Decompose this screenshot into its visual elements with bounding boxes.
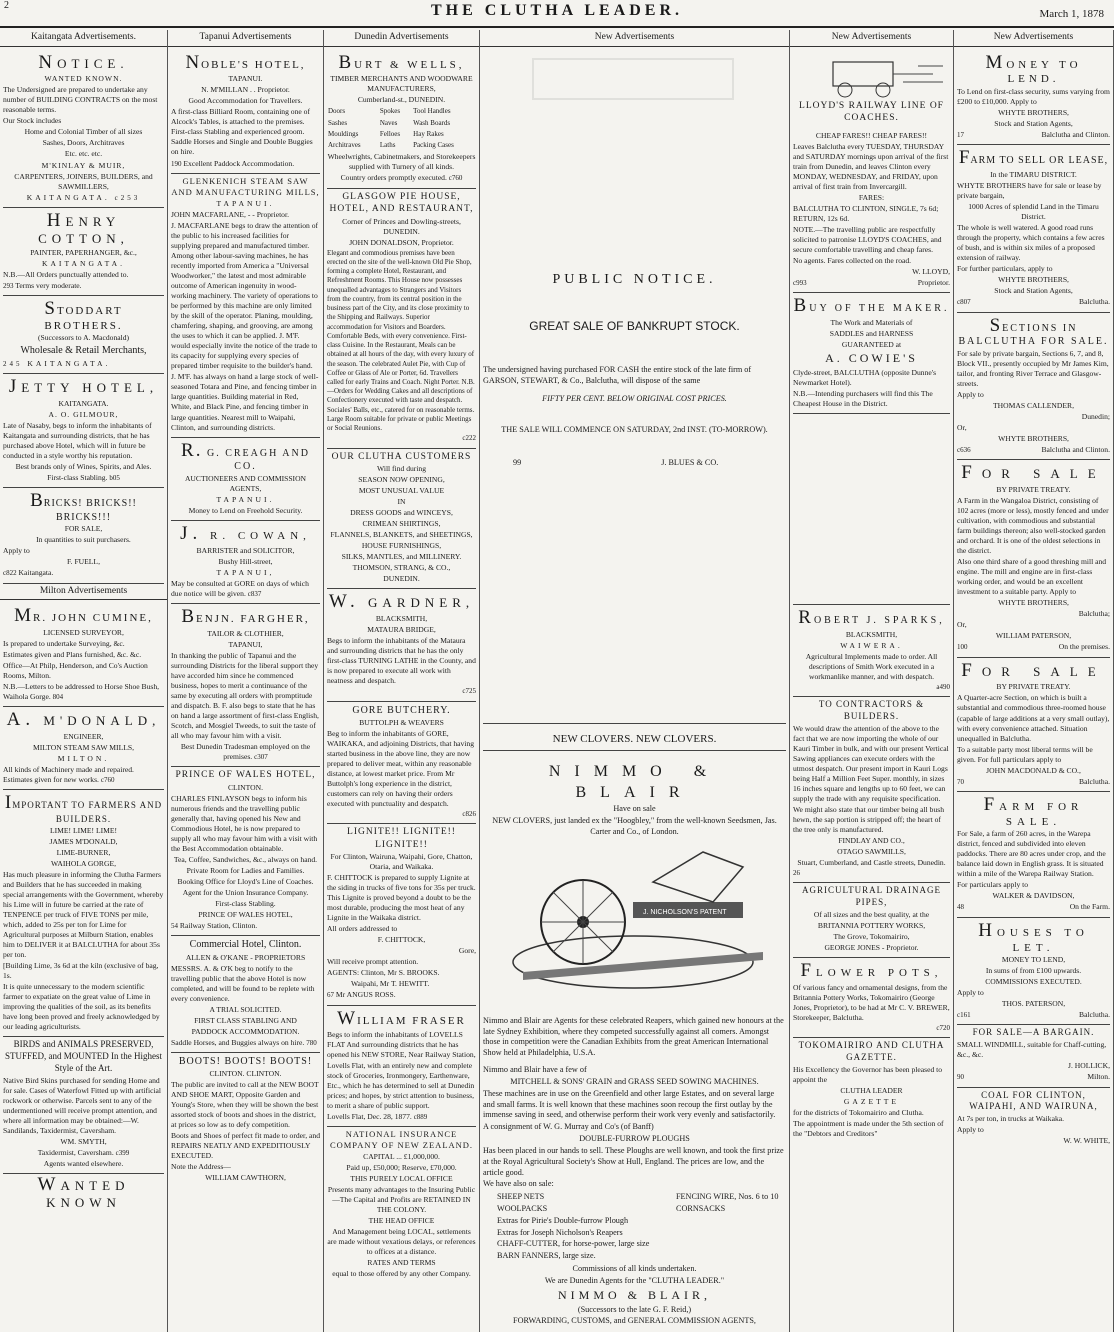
ad-clutha-customers: OUR CLUTHA CUSTOMERS Will find during SEASON NOW OPENING, MOST UNUSUAL VALUE IN DRESS GOODS and WINCEYS, CRIMEAN SHIRTINGS, FLANNELS, BLANKETS, and SHEETINGS, HOUSE FURNISHINGS, SILKS, MANTLES, and MILLINERY. THOMSON, STRANG, & CO., DUNEDIN. xyxy=(327,449,476,590)
public-notice-title: PUBLIC NOTICE. xyxy=(552,271,717,287)
page-number: 2 xyxy=(4,0,9,11)
column-new-ads-3 xyxy=(954,30,1114,1332)
ad-buy-of-the-maker: BUY OF THE MAKER. The Work and Materials of SADDLES and HARNESS GUARANTEED at A. COWIE'S Clyde-street, BALCLUTHA (opposite Dunne's Newmarket Hotel). N.B.—Intending purchasers will find this The Cheapest House in the District. xyxy=(793,293,950,414)
ad-flower-pots: FLOWER POTS, Of various fancy and ornamental designs, from the Britannia Pottery Works, Tokomairiro (George Jones, Proprietor), to be had at Mr C. V. BREWER, Storekeeper, Balclutha. c720 xyxy=(793,958,950,1038)
coach-engraving xyxy=(793,52,949,100)
ad-henry-cotton: HENRY COTTON, PAINTER, PAPERHANGER, &c., KAITANGATA. N.B.—All Orders punctually attended to. 293 Terms very moderate. xyxy=(3,208,164,296)
column-header: Kaitangata Advertisements. xyxy=(0,30,167,47)
ad-houses-to-let: HOUSES TO LET. MONEY TO LEND, In sums of from £100 upwards. COMMISSIONS EXECUTED. Apply to THOS. PATERSON, c161 Balclutha. xyxy=(957,918,1110,1026)
faded-masthead-ghost xyxy=(483,51,783,111)
ad-burt-wells: BURT & WELLS, TIMBER MERCHANTS AND WOODWARE MANUFACTURERS, Cumberland-st., DUNEDIN. Doors Spokes Tool Handles Sashes Naves Wash Boards Mouldings Felloes Hay Rakes Architraves Laths Packing Cases Wheelwrights, Cabinetmakers, and Storekeepers supplied with Turnery of all kinds. Country orders promptly executed. c760 xyxy=(327,50,476,189)
ad-for-sale-wangaloa: FOR SALE BY PRIVATE TREATY. A Farm in the Wangaloa District, consisting of 102 acres (more or less), mostly fenced and under cultivation, with commodious and substantial farm buildings thereon; also well-stocked garden and orchard. It is one of the oldest selections in the district. Also one third share of a good threshing mill and engine. The mill and engine are in first-class working order, and would be an excellent investment to a suitable party. Apply to WHYTE BROTHERS, Balclutha; Or, WILLIAM PATERSON, 100 On the premises. xyxy=(957,460,1110,657)
ad-john-cumine: MR. JOHN CUMINE, LICENSED SURVEYOR, Is prepared to undertake Surveying, &c. Estimates given and Plans furnished, &c. &c. Office—At Philp, Henderson, and Co's Auction Rooms, Milton. N.B.—Letters to be addressed to Horse Shoe Bush, Waihola Gorge. 804 xyxy=(3,603,164,707)
ad-commercial-hotel: Commercial Hotel, Clinton. ALLEN & O'KANE - PROPRIETORS MESSRS. A. & O'K beg to notify to the travelling public that the above Hotel is now completed, and will be found to be replete with every convenience. A TRIAL SOLICITED. FIRST CLASS STABLING AND PADDOCK ACCOMMODATION. Saddle Horses, and Buggies always on hire. 780 xyxy=(171,936,320,1053)
ad-nimmo-blair: NEW CLOVERS. NEW CLOVERS. NIMMO & BLAIR Have on sale NEW CLOVERS, just landed ex the "Hoogbley," from the well-known Seedsmen, Jas. Carter and Co., of London. J. NICHOLSON'S PATENT Nimmo and Blair are Agents for these celebrated Reapers, which gained new honours at the late Sydney Exhibition, where they competed successfully against all comers. Amongst those in competition were the Canadian Exhibits from the great American International Show held at Philadelphia, U.S.A. Nimmo and Blair have a few of MITCHELL & SONS' GRAIN and GRASS SEED SOWING MACHINES. These machines are in use on the Greenfield and other large Estates, and on several large and small farms. It is well known that these machines soon recoup the first outlay by the immense saving in seed, and otherwise perform their work very evenly and satisfactorily. A consignment of W. G. Murray and Co's (of Banff) DOUBLE-FURROW PLOUGHS Has been placed in our hands to sell. These Ploughs are well known, and took the first prize at the Royal Agricultural Society's Show at Hull, England. The prices are low, and the article good. We have also on sale: SHEEP NETS WOOLPACKS Extras for Pirie's Double-furrow Plough Extras for Joseph Nicholson's Reapers CHAFF-CUTTER, for horse-power, large size BARN FANNERS, large size. FENCING WIRE, Nos. 6 to 10 CORNSACKS Commissions of all kinds undertaken. We are Dunedin Agents for the "CLUTHA LEADER." NIMMO & BLAIR, (Successors to the late G. F. Reid,) FORWARDING, CUSTOMS, and GENERAL COMMISSION AGENTS, xyxy=(483,724,786,1328)
ad-bricks: BRICKS! BRICKS!! BRICKS!!! FOR SALE, In quantities to suit purchasers. Apply to F. FUELL, c822 Kaitangata. xyxy=(3,488,164,584)
ad-important-to-farmers: IMPORTANT TO FARMERS AND BUILDERS. LIME! LIME! LIME! JAMES M'DONALD, LIME-BURNER, WAIHOLA GORGE, Has much pleasure in informing the Clutha Farmers and Builders that he has succeeded in making special arrangements with the Government, whereby his Lime will in future be carried at the rate of TENPENCE per truck of FIVE TONS per mile, which, added to 25s per ton for Lime for Agricultural purposes at Milburn Station, enables him to DELIVER it at BALCLUTHA for about 35s per ton. [Building Lime, 3s 6d at the kiln (exclusive of bag, 1s. It is quite unnecessary to the modern scientific farmer to expatiate on the great value of Lime in improving the qualities of the soil, as its benefits have long been proved and freely acknowledged by our leading agriculturists. xyxy=(3,790,164,1037)
ad-drainage-pipes: AGRICULTURAL DRAINAGE PIPES, Of all sizes and the best quality, at the BRITANNIA POTTERY WORKS, The Grove, Tokomairiro, GEORGE JONES - Proprietor. xyxy=(793,883,950,958)
ad-lloyd-coaches: LLOYD'S RAILWAY LINE OF COACHES. CHEAP FARES!! CHEAP FARES!! Leaves Balclutha every TUESDAY, THURSDAY and SATURDAY mornings upon arrival of the first train from Dunedin, and leaves Clinton every MONDAY, WEDNESDAY, and FRIDAY, upon arrival of first train from Invercargill. FARES: BALCLUTHA TO CLINTON, SINGLE, 7s 6d; RETURN, 12s 6d. NOTE.—The travelling public are respectfully solicited to patronise LLOYD'S COACHES, and secure comfortable travelling and cheap fares. No agents. Fares collected on the road. W. LLOYD, c993 Proprietor. xyxy=(793,50,950,294)
column-kaitangata xyxy=(0,30,168,1332)
ad-prince-of-wales: PRINCE OF WALES HOTEL, CLINTON. CHARLES FINLAYSON begs to inform his numerous friends and the travelling public generally that, having opened his New and Commodious Hotel, he is now prepared to supply all who may favour him with a visit with the Best Accommodation obtainable. Tea, Coffee, Sandwiches, &c., always on hand. Private Room for Ladies and Families. Booking Office for Lloyd's Line of Coaches. Agent for the Union Insurance Company. First-class Stabling. PRINCE OF WALES HOTEL, 54 Railway Station, Clinton. xyxy=(171,767,320,936)
ad-lignite: LIGNITE!! LIGNITE!! LIGNITE!! For Clinton, Wairuna, Waipahi, Gore, Chatton, Otaria, and Waikaka. F. CHITTOCK is prepared to supply Lignite at the siding in trucks of five tons for 35s per truck. This Lignite is proved beyond a doubt to be the most durable, producing the most heat of any Lignite in the Waikaka district. All orders addressed to F. CHITTOCK, Gore, Will receive prompt attention. AGENTS: Clinton, Mr S. BROOKS. Waipahi, Mr T. HEWITT. 67 Mr ANGUS ROSS. xyxy=(327,824,476,1006)
ad-birds-animals: BIRDS and ANIMALS PRESERVED, STUFFED, and MOUNTED In the Highest Style of the Art. Native Bird Skins purchased for sending Home and for sale. Cases of Waterfowl Fitted up with artificial rockwork or otherwise. Parcels sent to any of the undermentioned will receive prompt attention, and where all information may be obtained:—W. Sandilands, Taxidermist, Caversham. WM. SMYTH, Taxidermist, Caversham. c399 Agents wanted elsewhere. xyxy=(3,1037,164,1174)
ad-william-fraser: WILLIAM FRASER Begs to inform the inhabitants of LOVELLS FLAT And surrounding districts that he has opened his NEW STORE, Near Railway Station, Lovells Flat, with an entirely new and complete stock of Groceries, Ironmongery, Earthenware, Etc., which he has determined to sell at Dunedin prices; and hopes, by strict attention to business, to merit a share of public support. Lovells Flat, Dec. 28, 1877. c889 xyxy=(327,1006,476,1127)
ad-tokomairiro-gazette: TOKOMAIRIRO AND CLUTHA GAZETTE. His Excellency the Governor has been pleased to appoint the CLUTHA LEADER GAZETTE for the districts of Tokomairiro and Clutha. The appointment is made under the 5th section of the "Debtors and Creditors" xyxy=(793,1040,945,1138)
masthead xyxy=(0,0,1114,28)
ad-glasgow-pie-house: GLASGOW PIE HOUSE, HOTEL, AND RESTAURANT, Corner of Princes and Dowling-streets, DUNEDIN. JOHN DONALDSON, Proprietor. Elegant and commodious premises have been erected on the site of the well-known Old Pie Shop, forming a complete Hotel, Restaurant, and Refreshment Rooms. This House now possesses unequalled advantages to Strangers and Visitors from the country, from its central position in the business part of the City, and its close proximity to the Shipping and Railways. Superior accommodation for Visitors and Boarders. Comfortable Beds, with every convenience. First-class Cuisine. In the Restaurant, Meals can be obtained at all hours of the day, with every luxury of the season. The celebrated Aulet Pie, with Cup of Coffee or Glass of Ale or Porter, 6d. Travellers called for early Trains and Coach. Night Porter. N.B.—Orders for Wedding Cakes and all descriptions of Confectionery executed with taste and despatch. Sociales' Balls, etc., catered for on reasonable terms. Large Room suitable for private or public Meetings or Social Reunions. c222 xyxy=(327,189,476,449)
ad-wanted-known: WANTED KNOWN xyxy=(37,1173,130,1210)
ad-gardner: W. GARDNER, BLACKSMITH, MATAURA BRIDGE, Begs to inform the inhabitants of the Mataura and surrounding districts that he has the only first-class TURNING LATHE in the County, and is now prepared to execute all work with neatness and despatch. c725 xyxy=(327,589,476,701)
ad-contractors-builders: TO CONTRACTORS & BUILDERS. We would draw the attention of the above to the fact that we are now importing the whole of our Kauri Timber in bulk, and with our present Vertical Sawing appliances can execute orders with the utmost despatch. Our present import in Kauri Logs being Half a Million Feet Super. monthly, in sizes 16 inches square and lengths up to 60 feet, we can supply the trade with any requisite specification. We might also state that our timber being all bush hewn, the sap portion is stripped off; the heart of the tree only is manufactured. FINDLAY AND CO., OTAGO SAWMILLS, Stuart, Cumberland, and Castle streets, Dunedin. 26 xyxy=(793,697,950,883)
ad-boots: BOOTS! BOOTS! BOOTS! CLINTON. CLINTON. The public are invited to call at the NEW BOOT AND SHOE MART, Opposite Garden and Young's Store, when they will be shown the best assorted stock of boots and shoes in the district, at prices so low as to defy competition. Boots and Shoes of perfect fit made to order, and REPAIRS NEATLY AND EXPEDITIOUSLY EXECUTED. Note the Address— WILLIAM CAWTHORN, xyxy=(171,1055,320,1183)
ad-a-mdonald: A. M'DONALD, ENGINEER, MILTON STEAM SAW MILLS, MILTON. All kinds of Machinery made and repaired. Estimates given for new works. c760 xyxy=(3,707,164,790)
ad-public-notice: PUBLIC NOTICE. GREAT SALE OF BANKRUPT STOCK. The undersigned having purchased FOR CASH the entire stock of the late firm of GARSON, STEWART, & Co., Balclutha, will dispose of the same FIFTY PER CENT. BELOW ORIGINAL COST PRICES. THE SALE WILL COMMENCE ON SATURDAY, 2nd INST. (TO-MORROW). 99 J. BLUES & CO. xyxy=(483,51,786,724)
ad-gore-butchery: GORE BUTCHERY. BUTTOLPH & WEAVERS Beg to inform the inhabitants of GORE, WAIKAKA, and adjoining Districts, that having started business in the above line, they are now prepared to deliver meat, within any reasonable distance, at lowest market price. From Mr Buttolph's long experience in the district, customers can rely on having their orders executed with punctuality and despatch. c826 xyxy=(327,702,476,825)
column-tapanui xyxy=(168,30,324,1332)
ad-money-to-lend: MONEY TO LEND. To Lend on first-class security, sums varying from £200 to £10,000. Apply to WHYTE BROTHERS, Stock and Station Agents, 17 Balclutha and Clinton. xyxy=(957,50,1110,146)
burt-products-table: Doors Spokes Tool Handles Sashes Naves Wash Boards Mouldings Felloes Hay Rakes Architraves Laths Packing Cases xyxy=(328,107,454,150)
column-header: New Advertisements xyxy=(954,30,1113,47)
column-new-ads-2 xyxy=(790,30,954,1332)
milton-header: Milton Advertisements xyxy=(0,584,167,601)
ad-nobles-hotel: NOBLE'S HOTEL, TAPANUI. N. M'MILLAN . . Proprietor. Good Accommodation for Travellers. A first-class Billiard Room, containing one of Alcock's Tables, is attached to the premises. First-class Stabling and experienced groom. Saddle Horses and Single and Double Buggies on hire. 190 Excellent Paddock Accommodation. xyxy=(171,50,320,174)
ad-farm-for-sale: FARM FOR SALE. For Sale, a farm of 260 acres, in the Warepa district, fenced and subdivided into eleven paddocks. There are 80 acres under crop, and the balance laid down in English grass. It is situated within a mile of the Warepa Railway Station. For particulars apply to WALKER & DAVIDSON, 48 On the Farm. xyxy=(957,792,1110,918)
great-sale-heading: GREAT SALE OF BANKRUPT STOCK. xyxy=(529,319,740,333)
reaper-engraving xyxy=(483,842,783,1012)
issue-date: March 1, 1878 xyxy=(1039,8,1104,20)
column-dunedin xyxy=(324,30,480,1332)
ad-jetty-hotel: JETTY HOTEL, KAITANGATA. A. O. GILMOUR, Late of Nasaby, begs to inform the inhabitants of Kaitangata and surrounding districts, that he has purchased above Hotel, which will in future be conducted in a style worthy his reputation. Best brands only of Wines, Spirits, and Ales. First-class Stabling. b05 xyxy=(3,374,164,488)
reaper-label: J. NICHOLSON'S PATENT xyxy=(643,908,727,916)
ad-sections-balclutha: SECTIONS IN BALCLUTHA FOR SALE. For sale by private bargain, Sections 6, 7, and 8, Block VII., presently occupied by Mr James Kim, tailor, and fronting River Terrace and Glasgow-streets. Apply to THOMAS CALLENDER, Dunedin; Or, WHYTE BROTHERS, c636 Balclutha and Clinton. xyxy=(957,313,1110,461)
ad-robert-sparks: ROBERT J. SPARKS, BLACKSMITH, WAIWERA. Agricultural Implements made to order. All descriptions of Smith Work executed in a workmanlike manner, and with despatch. a490 xyxy=(793,605,950,697)
column-new-ads-wide xyxy=(480,30,790,1332)
ad-bargain: FOR SALE—A BARGAIN. SMALL WINDMILL, suitable for Chaff-cutting, &c., &c. J. HOLLICK, 90 Milton. xyxy=(957,1025,1110,1087)
column-header: New Advertisements xyxy=(790,30,953,47)
spacer xyxy=(793,414,950,605)
ad-glenkenich: GLENKENICH STEAM SAW AND MANUFACTURING MILLS, TAPANUI. JOHN MACFARLANE, - - Proprietor. J. MACFARLANE begs to draw the attention of the public to his increased facilities for supplying prepared and manufactured timber. Among other labour-saving machines, he has recently imported from America a "Universal Woodworker," the latest and most admirable outcome of American ingenuity in wood-working machinery. The variety of operations to be performed by this machine are only limited by the skill of the operator. Planing, moulding, chamfering, shaping, and grooving, are among the uses to which it can be applied. J. M'F. would especially invite the notice of the trade to its capacity for supplying every species of prepared timber requisite to the builder's hand. J. M'F. has always on hand a large stock of well-seasoned Totara and Pine, and fencing timber in large quantities. Building material in Red, White, and Black Pine, and fencing timber in large quantities. Nearest mill to Waipahi, Clinton, and surrounding districts. xyxy=(171,174,320,438)
ad-notice: NOTICE. WANTED KNOWN. The Undersigned are prepared to undertake any number of BUILDING CONTRACTS on the most reasonable terms. Our Stock includes Home and Colonial Timber of all sizes Sashes, Doors, Architraves Etc. etc. etc. M'KINLAY & MUIR, CARPENTERS, JOINERS, BUILDERS, and SAWMILLERS, KAITANGATA. c253 xyxy=(3,50,164,208)
ad-coal-clinton: COAL FOR CLINTON, WAIPAHI, AND WAIRUNA, At 7s per ton, in trucks at Waikaka. Apply to W. W. WHITE, xyxy=(957,1089,1110,1146)
nimmo-items: SHEEP NETS WOOLPACKS Extras for Pirie's Double-furrow Plough Extras for Joseph Nicholson's Reapers CHAFF-CUTTER, for horse-power, large size BARN FANNERS, large size. FENCING WIRE, Nos. 6 to 10 CORNSACKS xyxy=(497,1192,779,1261)
column-header: Dunedin Advertisements xyxy=(324,30,479,47)
column-header: New Advertisements xyxy=(480,30,789,47)
ad-for-sale-quarter-acre: FOR SALE BY PRIVATE TREATY. A Quarter-acre Section, on which is built a substantial and commodious three-roomed house (capable of large additions at a very small outlay), with every convenience attached. Situation unequalled in Balclutha. To a suitable party most liberal terms will be given. For full particulars apply to JOHN MACDONALD & CO., 70 Balclutha. xyxy=(957,658,1110,792)
ad-farm-to-sell: FARM TO SELL OR LEASE, In the TIMARU DISTRICT. WHYTE BROTHERS have for sale or lease by private bargain, 1000 Acres of splendid Land in the Timaru District. The whole is well watered. A good road runs through the property, which contains a few acres of bush, and is within six miles of a proposed extension of railway. For further particulars, apply to WHYTE BROTHERS, Stock and Station Agents, c807 Balclutha. xyxy=(957,145,1110,312)
column-header: Tapanui Advertisements xyxy=(168,30,323,47)
ad-stoddart-brothers: STODDART BROTHERS. (Successors to A. Macdonald) Wholesale & Retail Merchants, 245 KAITANGATA. xyxy=(3,296,164,374)
ad-cowan: J. R. COWAN, BARRISTER and SOLICITOR, Bushy Hill-street, TAPANUI, May be consulted at GORE on days of which due notice will be given. c837 xyxy=(171,521,320,604)
newspaper-title: THE CLUTHA LEADER. xyxy=(430,2,684,19)
ad-fargher: BENJN. FARGHER, TAILOR & CLOTHIER, TAPANUI, In thanking the public of Tapanui and the surrounding Districts for the liberal support they have accorded him since he commenced business, hopes to merit a continuance of the same by executing all orders with promptitude and dispatch. B. F. also begs to state that he has on hand a large assortment of first-class English, Scotch, and Mosgiel Tweeds, to suit the taste of all who may favour him with a visit. Best Dunedin Tradesman employed on the premises. c307 xyxy=(171,604,320,767)
ad-creagh: R. G. CREAGH AND CO. AUCTIONEERS AND COMMISSION AGENTS, TAPANUI. Money to Lend on Freehold Security. xyxy=(171,438,320,521)
ad-national-insurance: NATIONAL INSURANCE COMPANY OF NEW ZEALAND. CAPITAL ... £1,000,000. Paid up, £50,000; Reserve, £70,000. THIS PURELY LOCAL OFFICE Presents many advantages to the Insuring Public —The Capital and Profits are RETAINED IN THE COLONY. THE HEAD OFFICE And Management being LOCAL, settlements are made without vexatious delays, or references to offices at a distance. RATES AND TERMS equal to those offered by any other Company. xyxy=(327,1128,476,1279)
